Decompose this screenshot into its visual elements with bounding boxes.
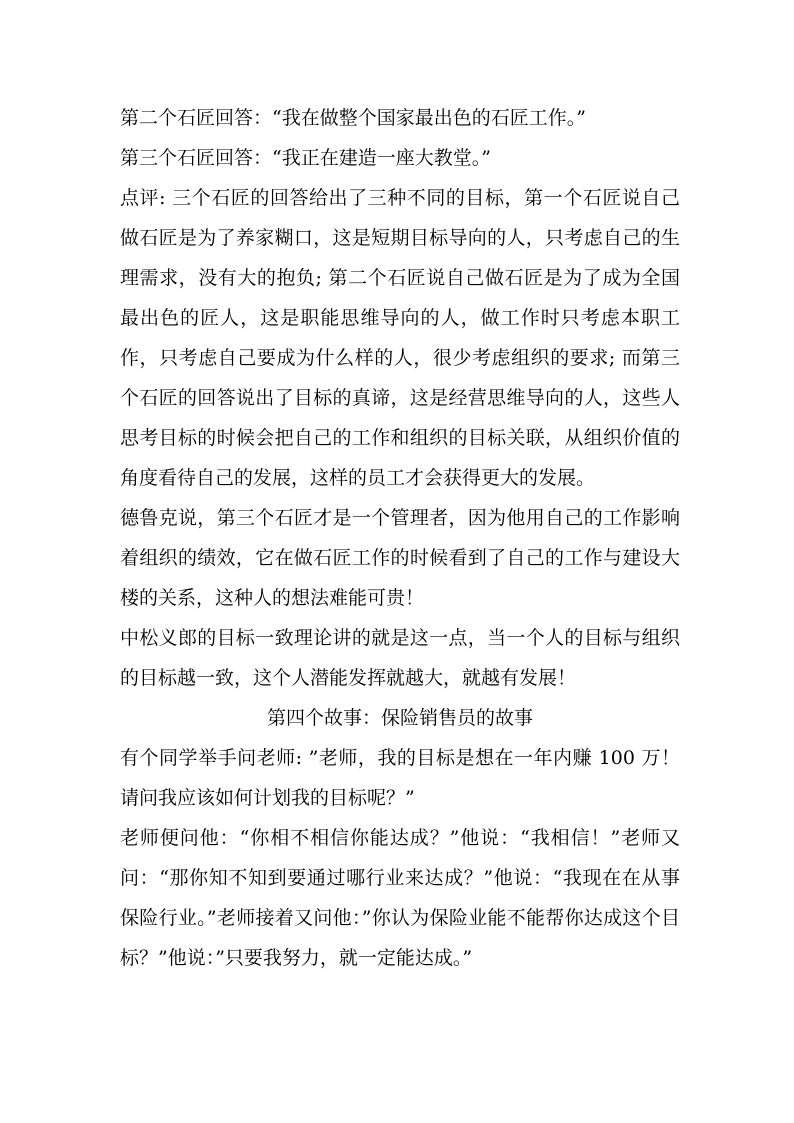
paragraph-student-question: 有个同学举手问老师: ”老师，我的目标是想在一年内赚 100 万！请问我应该如何计划我的目标呢？”: [120, 747, 680, 809]
paragraph-drucker: 德鲁克说，第三个石匠才是一个管理者，因为他用自己的工作影响着组织的绩效，它在做石匠工作的时候看到了自己的工作与建设大楼的关系，这种人的想法难能可贵！: [120, 507, 680, 609]
paragraph-second-mason: 第二个石匠回答：“我在做整个国家最出色的石匠工作。”: [120, 107, 586, 129]
document-body: [120, 98, 680, 978]
section-heading: 第四个故事：保险销售员的故事: [266, 707, 533, 729]
paragraph-commentary: 点评: 三个石匠的回答给出了三种不同的目标，第一个石匠说自己做石匠是为了养家糊口，这是短期目标导向的人，只考虑自己的生理需求，没有大的抱负; 第二个石匠说自己做石匠是为了成为全国最出色的匠人，这是职能思维导向的人，做工作时只考虑本职工作，只考虑自己要成为什么样的人，很少考虑组织的要求; 而第三个石匠的回答说出了目标的真谛，这是经营思维导向的人，这些人思考目标的时候会把自己的工作和组织的目标关联，从组织价值的角度看待自己的发展，这样的员工才会获得更大的发展。: [120, 187, 680, 489]
paragraph-third-mason: 第三个石匠回答：“我正在建造一座大教堂。”: [120, 147, 491, 169]
paragraph-nakamatsu: 中松义郎的目标一致理论讲的就是这一点，当一个人的目标与组织的目标越一致，这个人潜能发挥就越大，就越有发展！: [120, 627, 680, 689]
paragraph-teacher-dialogue: 老师便问他：“你相不相信你能达成？”他说：“我相信！”老师又问：“那你知不知到要通过哪行业来达成？”他说：“我现在在从事保险行业。”老师接着又问他：”你认为保险业能不能帮你达成这个目标？”他说：”只要我努力，就一定能达成。”: [120, 827, 680, 969]
